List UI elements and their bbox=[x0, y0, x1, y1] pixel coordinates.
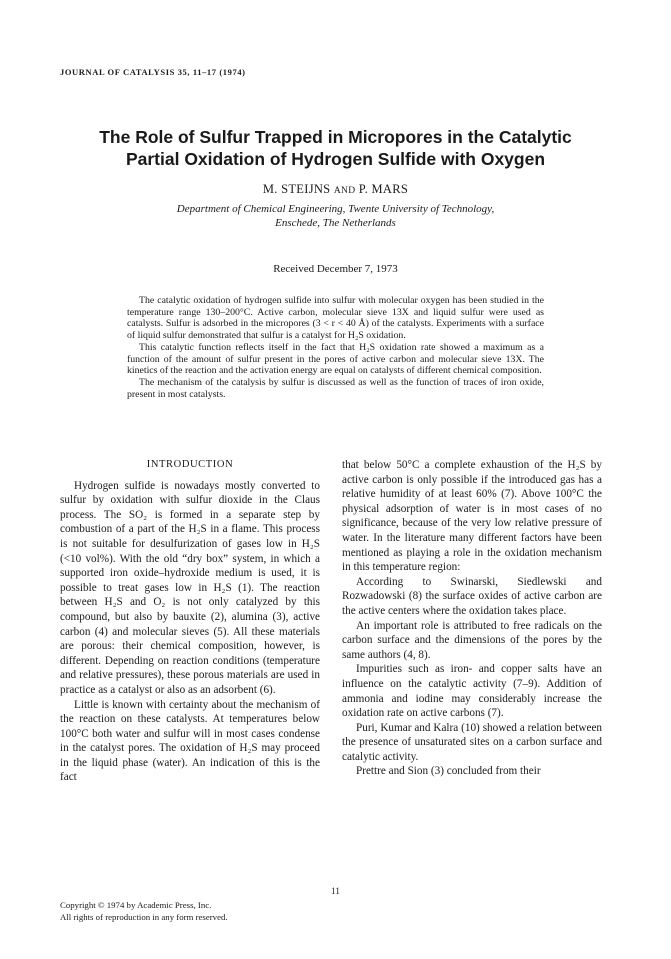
author-and: AND bbox=[333, 186, 356, 196]
body-paragraph: Impurities such as iron- and copper salts have an influence on the catalytic activity (7–9). Addition of ammonia and iodine may considerably increase the oxidation rate on active carbons (7). bbox=[342, 663, 602, 720]
affiliation-line-1: Department of Chemical Engineering, Twente University of Technology, bbox=[176, 203, 495, 215]
affiliation-line-2: Enschede, The Netherlands bbox=[275, 217, 396, 229]
section-heading-introduction: INTRODUCTION bbox=[146, 459, 234, 470]
author-1: M. STEIJNS bbox=[262, 182, 331, 196]
copyright-line-2: All rights of reproduction in any form reserved. bbox=[60, 911, 228, 922]
body-paragraph: Little is known with certainty about the mechanism of the reaction on these catalysts. At temperatures below 100°C both water and sulfur will in most cases condense in the catalyst pores. The oxidation of H₂S may proceed in the liquid phase (water). An indication of this is the fact bbox=[60, 698, 320, 784]
affiliation bbox=[70, 202, 601, 230]
paper-title bbox=[40, 126, 631, 170]
abstract-paragraph: This catalytic function reflects itself in the fact that H₂S oxidation rate showed a maximum as a function of the amount of sulfur present in the pores of active carbon and molecular sieve 13X. The kinetics of the reaction and the activation energy are equal on catalysts of different chemical composition. bbox=[127, 341, 544, 377]
abstract bbox=[127, 295, 544, 400]
title-line-2: Partial Oxidation of Hydrogen Sulfide with Oxygen bbox=[125, 149, 546, 169]
body-paragraph: Puri, Kumar and Kalra (10) showed a relation between the presence of unsaturated sites on a carbon surface and catalytic activity. bbox=[342, 721, 602, 763]
received-date: Received December 7, 1973 bbox=[273, 263, 398, 275]
right-column bbox=[342, 458, 602, 779]
journal-citation: JOURNAL OF CATALYSIS 35, 11–17 (1974) bbox=[60, 67, 246, 77]
body-paragraph: According to Swinarski, Siedlewski and Rozwadowski (8) the surface oxides of active carbon are the active centers where the oxidation takes place. bbox=[342, 575, 602, 617]
body-paragraph: Prettre and Sion (3) concluded from their bbox=[356, 765, 541, 778]
page-number: 11 bbox=[331, 886, 340, 896]
body-paragraph: that below 50°C a complete exhaustion of the H₂S by active carbon is only possible if the introduced gas has a relative humidity of at least 60% (7). Above 100°C the physical adsorption of water is in most cases of no significance, because of the very low relative pressure of water. In the literature many different factors have been mentioned as playing a role in the oxidation mechanism in this temperature region: bbox=[342, 459, 602, 574]
copyright-notice bbox=[60, 900, 228, 923]
author-2: P. MARS bbox=[358, 182, 409, 196]
copyright-line-1: Copyright © 1974 by Academic Press, Inc. bbox=[60, 900, 212, 910]
abstract-paragraph: The catalytic oxidation of hydrogen sulfide into sulfur with molecular oxygen has been studied in the temperature range 130–200°C. Active carbon, molecular sieve 13X and liquid sulfur were used as catalysts. Sulfur is adsorbed in the micropores (3 < r < 40 Å) of the catalysts. Experiments with a surface of liquid sulfur demonstrated that sulfur is a catalyst for H₂S oxidation. bbox=[127, 295, 544, 342]
body-paragraph: An important role is attributed to free radicals on the carbon surface and the dimensions of the pores by the same authors (4, 8). bbox=[342, 619, 602, 661]
abstract-paragraph: The mechanism of the catalysis by sulfur is discussed as well as the function of traces of iron oxide, present in most catalysts. bbox=[127, 376, 544, 400]
title-line-1: The Role of Sulfur Trapped in Micropores in the Catalytic bbox=[99, 127, 572, 147]
left-column bbox=[60, 458, 320, 785]
authors bbox=[40, 182, 631, 197]
body-paragraph: Hydrogen sulfide is nowadays mostly converted to sulfur by oxidation with sulfur dioxide in the Claus process. The SO₂ is formed in a separate step by combustion of a part of the H₂S in a flame. This process is not suitable for desulfurization of gases low in H₂S (<10 vol%). With the old “dry box” system, in which a supported iron oxide–hydroxide medium is used, it is possible to treat gases low in H₂S (1). The reaction between H₂S and O₂ is not only catalyzed by this compound, but also by bauxite (2), alumina (3), active carbon (4) and molecular sieves (5). All these materials are porous: their chemical composition, however, is different. Depending on reaction conditions (temperature and relative pressures), these porous materials are used in practice as a catalyst or also as an adsorbent (6). bbox=[60, 479, 320, 696]
